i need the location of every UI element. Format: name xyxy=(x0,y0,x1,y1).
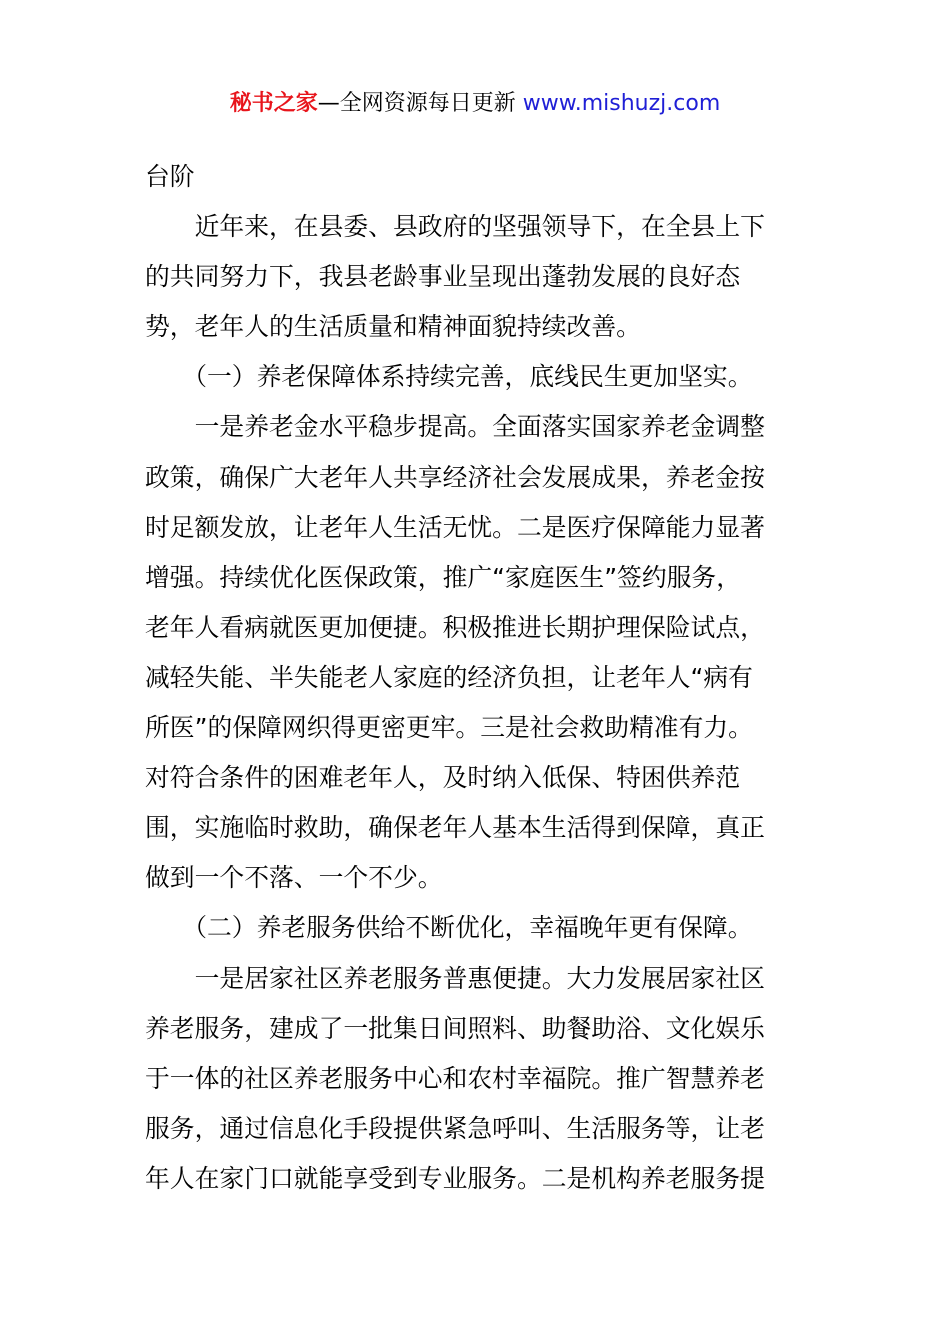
header-tagline: —全网资源每日更新 xyxy=(317,91,516,116)
text-line: 服务，通过信息化手段提供紧急呼叫、生活服务等，让老 xyxy=(145,1113,765,1143)
text-line: 台阶 xyxy=(145,162,195,191)
text-line: 一是养老金水平稳步提高。全面落实国家养老金调整 xyxy=(145,412,765,442)
site-url-link[interactable]: www.mishuzj.com xyxy=(522,91,721,116)
text-line: 对符合条件的困难老年人，及时纳入低保、特困供养范 xyxy=(145,763,741,793)
text-line: 做到一个不落、一个不少。 xyxy=(145,863,443,893)
text-line: 老年人看病就医更加便捷。积极推进长期护理保险试点， xyxy=(145,612,765,642)
text-line: 于一体的社区养老服务中心和农村幸福院。推广智慧养老 xyxy=(145,1063,765,1093)
text-line: 势，老年人的生活质量和精神面貌持续改善。 xyxy=(145,312,641,342)
text-line: 年人在家门口就能享受到专业服务。二是机构养老服务提 xyxy=(145,1163,765,1193)
text-line: 一是居家社区养老服务普惠便捷。大力发展居家社区 xyxy=(145,963,765,993)
text-line: 养老服务，建成了一批集日间照料、助餐助浴、文化娱乐 xyxy=(145,1013,765,1043)
text-line: 增强。持续优化医保政策，推广“家庭医生”签约服务， xyxy=(145,562,742,592)
section-heading: （二）养老服务供给不断优化，幸福晚年更有保障。 xyxy=(145,913,753,943)
site-header xyxy=(0,88,950,120)
text-line: 所医”的保障网织得更密更牢。三是社会救助精准有力。 xyxy=(145,713,753,743)
text-line: 减轻失能、半失能老人家庭的经济负担，让老年人“病有 xyxy=(145,662,753,692)
text-line: 政策，确保广大老年人共享经济社会发展成果，养老金按 xyxy=(145,462,765,492)
text-line: 的共同努力下，我县老龄事业呈现出蓬勃发展的良好态 xyxy=(145,262,741,292)
brand-name: 秘书之家 xyxy=(229,91,318,116)
text-line: 围，实施临时救助，确保老年人基本生活得到保障，真正 xyxy=(145,813,765,843)
text-line: 时足额发放，让老年人生活无忧。二是医疗保障能力显著 xyxy=(145,512,765,542)
text-line: 近年来，在县委、县政府的坚强领导下，在全县上下 xyxy=(145,212,765,242)
document-body xyxy=(145,152,807,1204)
section-heading: （一）养老保障体系持续完善，底线民生更加坚实。 xyxy=(145,362,753,392)
